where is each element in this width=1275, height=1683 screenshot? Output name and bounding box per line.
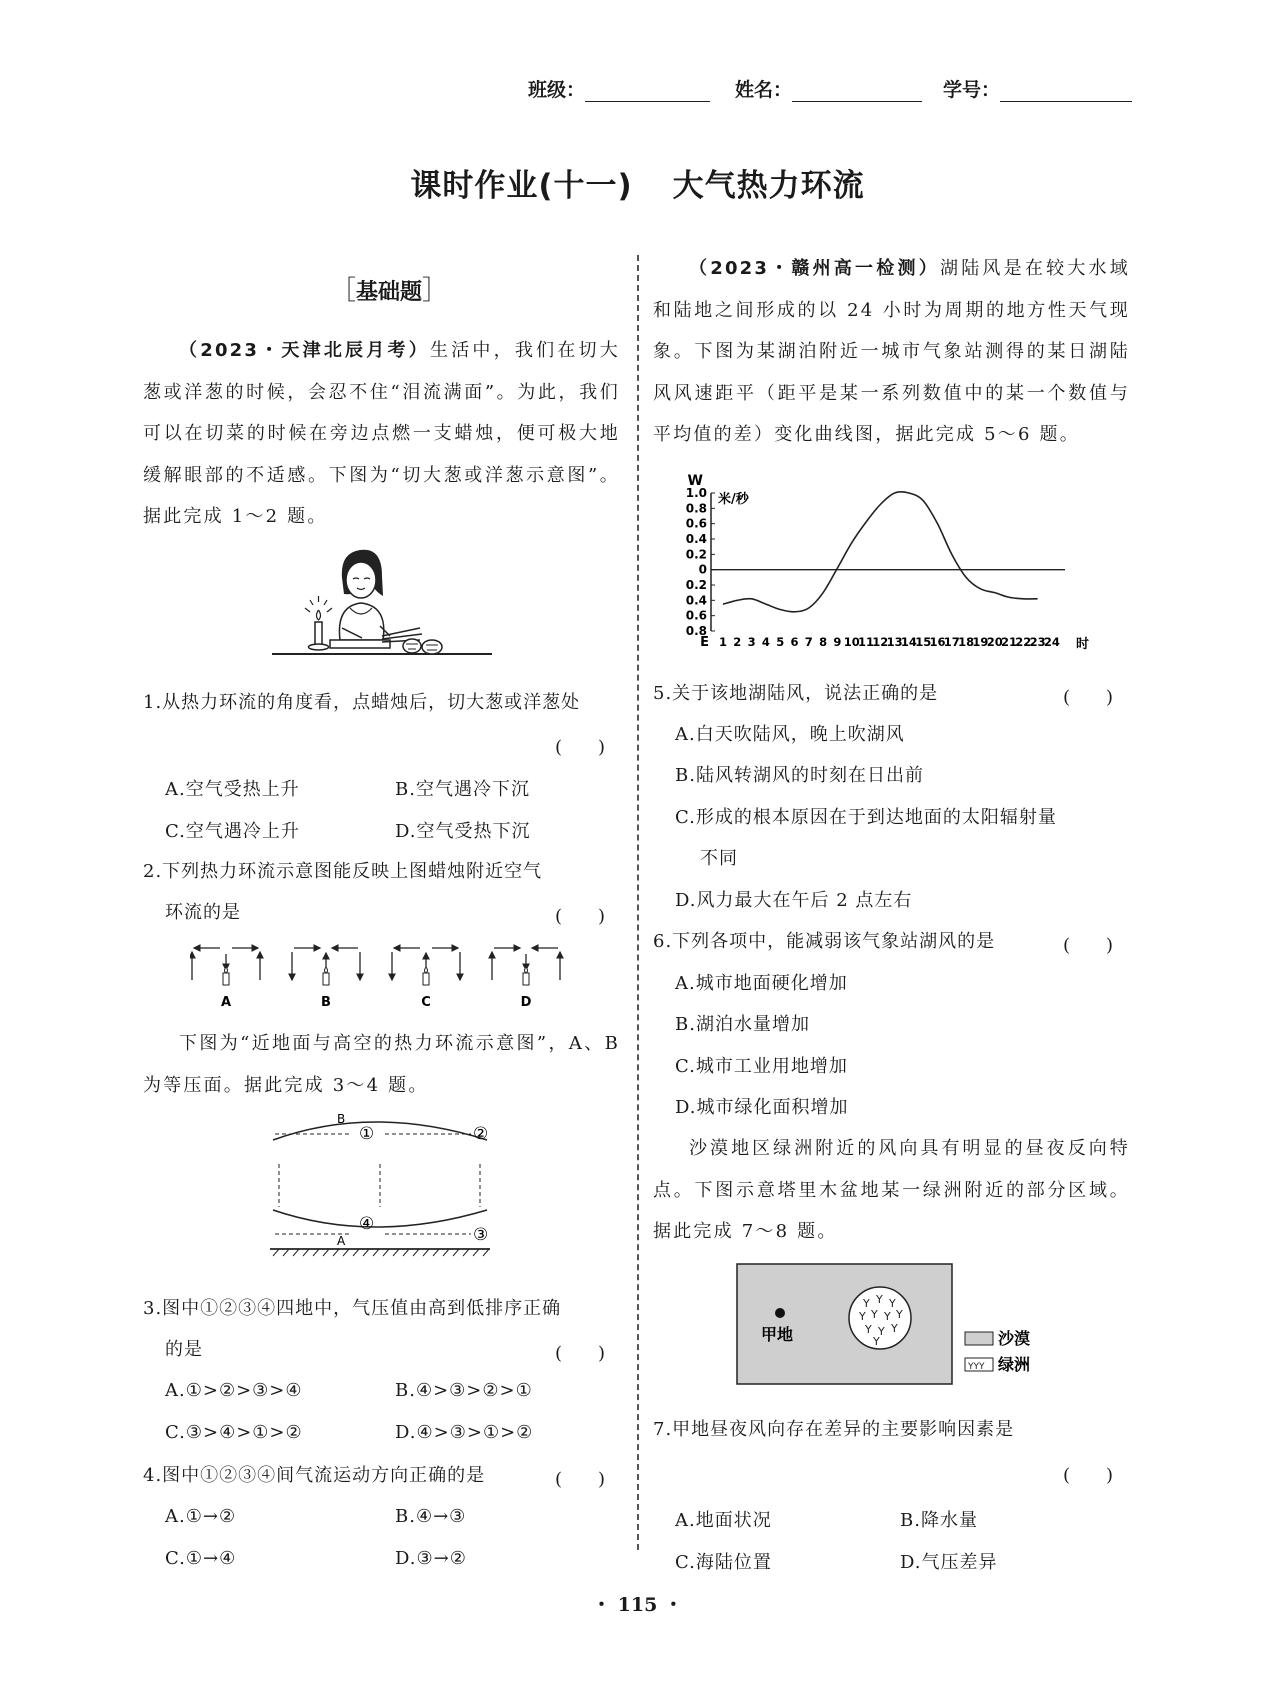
x-tick-label: 14 bbox=[900, 635, 917, 649]
svg-text:Y: Y bbox=[876, 1293, 883, 1306]
q1-option-b[interactable]: B.空气遇冷下沉 bbox=[395, 779, 530, 800]
svg-text:Y: Y bbox=[865, 1323, 872, 1336]
point-3-label: ③ bbox=[473, 1225, 489, 1245]
x-tick-label: 20 bbox=[986, 635, 1003, 649]
svg-text:Y: Y bbox=[871, 1308, 878, 1321]
y-tick-label: 0.2 bbox=[685, 578, 707, 592]
q3-option-d[interactable]: D.④>③>①>② bbox=[395, 1422, 534, 1443]
x-tick-label: 8 bbox=[819, 635, 828, 649]
svg-text:Y: Y bbox=[896, 1308, 903, 1321]
q4-answer-blank[interactable]: ( ) bbox=[555, 1469, 606, 1490]
q5-option-c-line2: 不同 bbox=[700, 848, 738, 869]
q5-option-b[interactable]: B.陆风转湖风的时刻在日出前 bbox=[675, 765, 924, 786]
q4-option-c[interactable]: C.①→④ bbox=[165, 1548, 237, 1569]
q5-stem: 5.关于该地湖陆风，说法正确的是 bbox=[653, 683, 939, 704]
q2-circulation-diagrams bbox=[190, 940, 610, 1012]
q6-option-b[interactable]: B.湖泊水量增加 bbox=[675, 1014, 810, 1035]
isobar-b-label: B bbox=[337, 1112, 346, 1126]
legend-desert-label: 沙漠 bbox=[998, 1329, 1031, 1348]
q5-option-d[interactable]: D.风力最大在午后 2 点左右 bbox=[675, 890, 913, 911]
isobar-a-label: A bbox=[337, 1234, 346, 1248]
q2-stem-line2: 环流的是 bbox=[165, 902, 241, 923]
y-tick-label: 0.8 bbox=[685, 624, 707, 638]
passage-3-text: 湖陆风是在较大水域和陆地之间形成的以 24 小时为周期的地方性天气现象。下图为某湖泊附近一城市气象站测得的某日湖陆风风速距平（距平是某一系列数值中的某一个数值与平均值的差）变化曲线图，据此完成 5～6 题。 bbox=[653, 258, 1130, 445]
chart-unit-label: 米/秒 bbox=[718, 492, 749, 507]
q5-option-c[interactable]: C.形成的根本原因在于到达地面的太阳辐射量 bbox=[675, 807, 1057, 828]
x-tick-label: 21 bbox=[1000, 635, 1018, 649]
q2-answer-blank[interactable]: ( ) bbox=[555, 906, 606, 927]
y-tick-label: 0 bbox=[698, 562, 707, 577]
class-blank[interactable] bbox=[585, 81, 710, 102]
q7-answer-blank[interactable]: ( ) bbox=[1063, 1465, 1114, 1486]
diagram-a-label: A bbox=[220, 995, 232, 1010]
svg-text:YYY: YYY bbox=[968, 1362, 985, 1372]
q1-option-c[interactable]: C.空气遇冷上升 bbox=[165, 821, 300, 842]
q5-answer-blank[interactable]: ( ) bbox=[1063, 687, 1114, 708]
y-tick-label: 0.8 bbox=[685, 501, 707, 516]
point-jia-label: 甲地 bbox=[761, 1325, 794, 1344]
q7-option-b[interactable]: B.降水量 bbox=[900, 1510, 978, 1531]
svg-text:Y: Y bbox=[863, 1297, 870, 1310]
q2-stem: 2.下列热力环流示意图能反映上图蜡烛附近空气 bbox=[143, 861, 543, 882]
isobar-circulation-figure bbox=[265, 1112, 500, 1262]
legend-oasis-label: 绿洲 bbox=[998, 1355, 1031, 1374]
y-tick-label: 0.2 bbox=[685, 547, 707, 562]
x-tick-label: 3 bbox=[747, 635, 756, 649]
x-tick-label: 23 bbox=[1029, 635, 1046, 649]
oasis-map-figure bbox=[735, 1262, 1050, 1392]
svg-text:Y: Y bbox=[889, 1297, 896, 1310]
point-1-label: ① bbox=[359, 1124, 375, 1144]
q3-option-b[interactable]: B.④>③>②>① bbox=[395, 1380, 533, 1401]
q6-answer-blank[interactable]: ( ) bbox=[1063, 935, 1114, 956]
x-tick-label: 22 bbox=[1015, 635, 1032, 649]
svg-text:Y: Y bbox=[884, 1310, 891, 1323]
diagram-c-label: C bbox=[421, 995, 431, 1010]
point-2-label: ② bbox=[473, 1124, 489, 1144]
passage-1-text: 生活中，我们在切大葱或洋葱的时候，会忍不住“泪流满面”。为此，我们可以在切菜的时候在旁边点燃一支蜡烛，便可极大地缓解眼部的不适感。下图为“切大葱或洋葱示意图”。据此完成 1～2 题。 bbox=[143, 340, 620, 527]
q4-option-a[interactable]: A.①→② bbox=[165, 1506, 237, 1527]
diagram-d[interactable] bbox=[492, 948, 560, 985]
x-tick-label: 12 bbox=[872, 635, 889, 649]
x-tick-label: 13 bbox=[886, 635, 903, 649]
desert-area bbox=[737, 1264, 952, 1384]
name-field bbox=[735, 75, 922, 102]
y-tick-label: 1.0 bbox=[685, 486, 707, 500]
q7-option-a[interactable]: A.地面状况 bbox=[675, 1510, 772, 1531]
y-tick-label: 0.6 bbox=[685, 516, 707, 531]
x-tick-label: 5 bbox=[776, 635, 785, 649]
x-tick-label: 6 bbox=[790, 635, 799, 649]
q4-option-b[interactable]: B.④→③ bbox=[395, 1506, 467, 1527]
q4-stem: 4.图中①②③④间气流运动方向正确的是 bbox=[143, 1465, 486, 1486]
chart-x-unit-label: 时 bbox=[1076, 637, 1090, 652]
q1-answer-blank[interactable]: ( ) bbox=[555, 737, 606, 758]
y-tick-label: 0.4 bbox=[685, 593, 707, 608]
diagram-c[interactable] bbox=[392, 948, 460, 985]
onion-cutting-figure bbox=[270, 548, 505, 663]
q4-option-d[interactable]: D.③→② bbox=[395, 1548, 467, 1569]
q3-stem: 3.图中①②③④四地中，气压值由高到低排序正确 bbox=[143, 1298, 562, 1319]
q6-option-d[interactable]: D.城市绿化面积增加 bbox=[675, 1097, 849, 1118]
class-field bbox=[528, 75, 710, 102]
q3-option-a[interactable]: A.①>②>③>④ bbox=[165, 1380, 303, 1401]
title-part2: 大气热力环流 bbox=[672, 168, 865, 204]
point-4-label: ④ bbox=[359, 1214, 375, 1234]
x-tick-label: 7 bbox=[804, 635, 813, 649]
page-title bbox=[0, 160, 1275, 205]
q7-option-d[interactable]: D.气压差异 bbox=[900, 1552, 998, 1573]
chart-top-axis-label: W bbox=[687, 473, 703, 489]
q6-stem: 6.下列各项中，能减弱该气象站湖风的是 bbox=[653, 931, 996, 952]
id-label: 学号： bbox=[943, 79, 1001, 101]
svg-text:Y: Y bbox=[873, 1335, 880, 1348]
name-label: 姓名： bbox=[735, 79, 793, 101]
q6-option-c[interactable]: C.城市工业用地增加 bbox=[675, 1056, 848, 1077]
q7-option-c[interactable]: C.海陆位置 bbox=[675, 1552, 772, 1573]
x-tick-label: 9 bbox=[833, 635, 842, 649]
passage-4: 沙漠地区绿洲附近的风向具有明显的昼夜反向特点。下图示意塔里木盆地某一绿洲附近的部分区域。据此完成 7～8 题。 bbox=[653, 1138, 1130, 1242]
legend-desert-swatch bbox=[965, 1332, 993, 1345]
passage-1-source: （2023・天津北辰月考） bbox=[179, 340, 430, 361]
passage-2: 下图为“近地面与高空的热力环流示意图”，A、B 为等压面。据此完成 3～4 题。 bbox=[143, 1033, 620, 1096]
diagram-b-label: B bbox=[321, 995, 331, 1010]
q7-stem: 7.甲地昼夜风向存在差异的主要影响因素是 bbox=[653, 1419, 1015, 1440]
q6-option-a[interactable]: A.城市地面硬化增加 bbox=[675, 973, 848, 994]
wind-speed-anomaly-line bbox=[723, 492, 1038, 612]
lake-land-breeze-chart bbox=[665, 465, 1105, 660]
x-tick-label: 16 bbox=[929, 635, 946, 649]
point-jia-marker bbox=[775, 1308, 785, 1318]
diagram-b[interactable] bbox=[292, 948, 360, 985]
x-tick-label: 4 bbox=[761, 635, 770, 649]
chart-bottom-axis-label: E bbox=[700, 635, 709, 650]
page-number: ・ 115 ・ bbox=[592, 1594, 683, 1616]
q1-option-d[interactable]: D.空气受热下沉 bbox=[395, 821, 531, 842]
q3-answer-blank[interactable]: ( ) bbox=[555, 1343, 606, 1364]
x-tick-label: 10 bbox=[843, 635, 860, 649]
section-label: 基础题 bbox=[356, 280, 423, 305]
x-tick-label: 19 bbox=[972, 635, 989, 649]
passage-1 bbox=[143, 330, 620, 538]
x-tick-label: 24 bbox=[1043, 635, 1060, 649]
q3-option-c[interactable]: C.③>④>①>② bbox=[165, 1422, 303, 1443]
q1-option-a[interactable]: A.空气受热上升 bbox=[165, 779, 300, 800]
title-part1: 课时作业(十一) bbox=[410, 168, 633, 204]
passage-3-source: （2023・赣州高一检测） bbox=[689, 258, 940, 279]
q1-stem: 1.从热力环流的角度看，点蜡烛后，切大葱或洋葱处 bbox=[143, 692, 581, 713]
id-field bbox=[943, 75, 1132, 102]
x-tick-label: 2 bbox=[733, 635, 742, 649]
q5-option-a[interactable]: A.白天吹陆风，晚上吹湖风 bbox=[675, 724, 905, 745]
column-divider bbox=[637, 255, 639, 1550]
x-tick-label: 11 bbox=[857, 635, 875, 649]
y-tick-label: 0.6 bbox=[685, 608, 707, 623]
y-tick-label: 0.4 bbox=[685, 532, 707, 546]
passage-3 bbox=[653, 248, 1130, 456]
diagram-d-label: D bbox=[520, 995, 532, 1010]
class-label: 班级： bbox=[528, 79, 586, 101]
svg-text:Y: Y bbox=[891, 1322, 898, 1335]
x-tick-label: 1 bbox=[718, 635, 728, 649]
svg-text:Y: Y bbox=[878, 1325, 885, 1338]
x-tick-label: 15 bbox=[915, 635, 932, 649]
x-tick-label: 18 bbox=[958, 635, 975, 649]
name-blank[interactable] bbox=[792, 81, 922, 102]
diagram-a[interactable] bbox=[192, 948, 260, 985]
q3-stem-line2: 的是 bbox=[165, 1339, 203, 1360]
id-blank[interactable] bbox=[1000, 81, 1132, 102]
section-heading: ［基础题］ bbox=[330, 276, 449, 306]
x-tick-label: 17 bbox=[943, 635, 960, 649]
svg-text:Y: Y bbox=[859, 1310, 866, 1323]
